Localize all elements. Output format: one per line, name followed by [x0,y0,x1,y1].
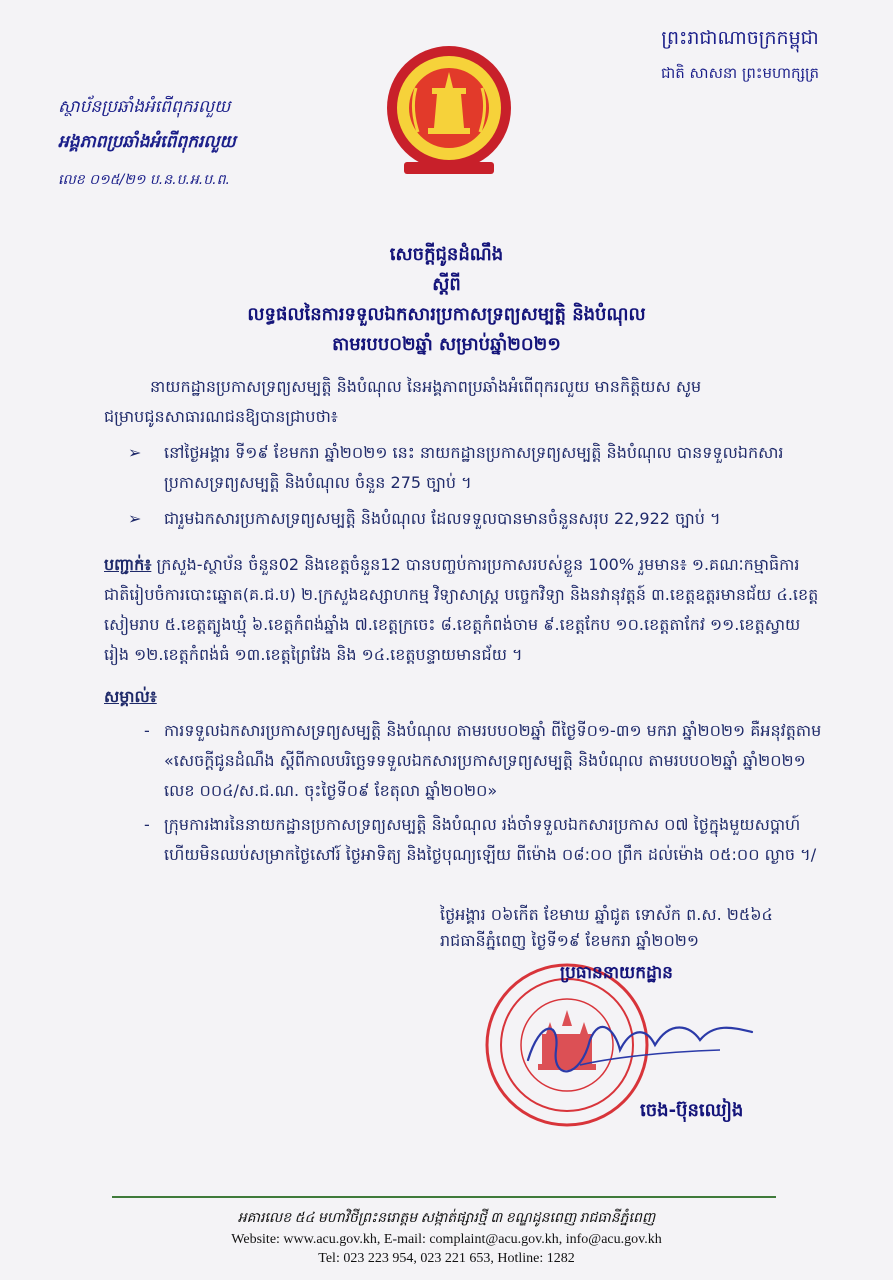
bullet-item [104,504,824,534]
kingdom-motto [620,26,860,86]
intro-paragraph: នាយកដ្ឋានប្រកាសទ្រព្យសម្បត្តិ និងបំណុល នៃអង្គភាពប្រឆាំងអំពើពុករលួយ មានកិត្តិយស សូមជម្រាបជូនសាធារណជនឱ្យបានជ្រាបថា៖ [104,377,702,426]
footer-web-email: Website: www.acu.gov.kh, E-mail: complaint@acu.gov.kh, info@acu.gov.kh [231,1232,662,1247]
bullet-text-1: នៅថ្ងៃអង្គារ ទី១៩ ខែមករា ឆ្នាំ២០២១ នេះ នាយកដ្ឋានប្រកាសទ្រព្យសម្បត្តិ និងបំណុល បានទទួលឯកសារប្រកាសទ្រព្យសម្បត្តិ និងបំណុល ចំនួន 275 ច្បាប់ ។ [164,443,784,492]
kingdom-line-2: ជាតិ សាសនា ព្រះមហាក្សត្រ [660,64,820,82]
footer-phone: Tel: 023 223 954, 023 221 653, Hotline: 1282 [318,1251,575,1266]
title-line-1: សេចក្តីជូនដំណឹង [389,244,504,265]
place-date: រាជធានីភ្នំពេញ ថ្ងៃទី១៩ ខែមករា ឆ្នាំ២០២១ [440,931,700,950]
note-text-1: ការទទួលឯកសារប្រកាសទ្រព្យសម្បត្តិ និងបំណុល តាមរបប០២ឆ្នាំ ពីថ្ងៃទី០១-៣១ មករា ឆ្នាំ២០២១ គឺអនុវត្តតាម «សេចក្តីជូនដំណឹង ស្តីពីកាលបរិច្ឆេទទទួលឯកសារប្រកាសទ្រព្យសម្បត្តិ និងបំណុល តាមរបប០២ឆ្នាំ ឆ្នាំ២០២១ លេខ ០០៤/ស.ជ.ណ. ចុះថ្ងៃទី០៩ ខែតុលា ឆ្នាំ២០២០» [164,721,822,800]
confirmation-paragraph [104,550,824,670]
org-line-1: ស្ថាប័នប្រឆាំងអំពើពុករលួយ [58,97,231,117]
arrow-bullet-icon: ➢ [128,509,142,528]
footer-address: អគារលេខ ៥៤ មហាវិថីព្រះនរោត្តម សង្កាត់ផ្សារថ្មី ៣ ខណ្ឌដូនពេញ រាជធានីភ្នំពេញ [237,1211,656,1226]
title-line-3: លទ្ធផលនៃការទទួលឯកសារប្រកាសទ្រព្យសម្បត្តិ និងបំណុល [247,304,646,325]
note-item [104,810,824,870]
kingdom-line-1: ព្រះរាជាណាចក្រកម្ពុជា [661,27,819,49]
note-label: សម្គាល់៖ [104,687,157,706]
arrow-bullet-icon: ➢ [128,443,142,462]
document-title [0,240,893,360]
confirmation-label: បញ្ជាក់៖ [104,555,152,574]
footer-divider [112,1196,776,1198]
title-line-4: តាមរបប០២ឆ្នាំ សម្រាប់ឆ្នាំ២០២១ [332,334,561,355]
reference-number: លេខ ០១៥/២១ ប.ន.ប.អ.ប.ព. [58,172,230,188]
lunar-date: ថ្ងៃអង្គារ ០៦កើត ខែមាឃ ឆ្នាំជូត ទោស័ក ព.ស. ២៥៦៤ [440,905,773,924]
handwritten-signature-icon [520,1010,760,1080]
dash-bullet: - [144,815,150,834]
dash-bullet: - [144,721,150,740]
signatory-role: ប្រធាននាយកដ្ឋាន [560,963,673,983]
date-block [440,902,860,954]
note-text-2: ក្រុមការងារនៃនាយកដ្ឋានប្រកាសទ្រព្យសម្បត្តិ និងបំណុល រង់ចាំទទួលឯកសារប្រកាស ០៧ ថ្ងៃក្នុងមួយសប្តាហ៍ ហើយមិនឈប់សម្រាកថ្ងៃសៅរ៍ ថ្ងៃអាទិត្យ និងថ្ងៃបុណ្យឡើយ ពីម៉ោង ០៨:០០ ព្រឹក ដល់ម៉ោង ០៥:០០ ល្ងាច ។/ [164,815,817,864]
bullet-item [104,438,824,498]
bullet-text-2: ជារួមឯកសារប្រកាសទ្រព្យសម្បត្តិ និងបំណុល ដែលទទួលបានមានចំនួនសរុប 22,922 ច្បាប់ ។ [164,509,721,528]
title-line-2: ស្តីពី [432,274,461,295]
note-item [104,716,824,806]
document-body [104,372,824,870]
signatory-name: ចេង-ប៊ុនឈៀង [640,1100,744,1121]
acu-emblem-icon [382,28,516,198]
org-line-2: អង្គភាពប្រឆាំងអំពើពុករលួយ [58,132,236,152]
issuing-organization [58,96,318,191]
confirmation-text: ក្រសួង-ស្ថាប័ន ចំនួន02 និងខេត្តចំនួន12 បានបញ្ចប់ការប្រកាសរបស់ខ្លួន 100% រួមមាន៖ ១.គណៈកម្មាធិការជាតិរៀបចំការបោះឆ្នោត(គ.ជ.ប) ២.ក្រសួងឧស្សាហកម្ម វិទ្យាសាស្ត្រ បច្ចេកវិទ្យា និងនវានុវត្តន៍ ៣.ខេត្តឧត្តរមានជ័យ ៤.ខេត្តសៀមរាប ៥.ខេត្តត្បូងឃ្មុំ ៦.ខេត្តកំពង់ឆ្នាំង ៧.ខេត្តក្រចេះ ៨.ខេត្តកំពង់ចាម ៩.ខេត្តកែប ១០.ខេត្តតាកែវ ១១.ខេត្តស្វាយរៀង ១២.ខេត្តកំពង់ធំ ១៣.ខេត្តព្រៃវែង និង ១៤.ខេត្តបន្ទាយមានជ័យ ។ [104,555,819,664]
footer [0,1208,893,1267]
